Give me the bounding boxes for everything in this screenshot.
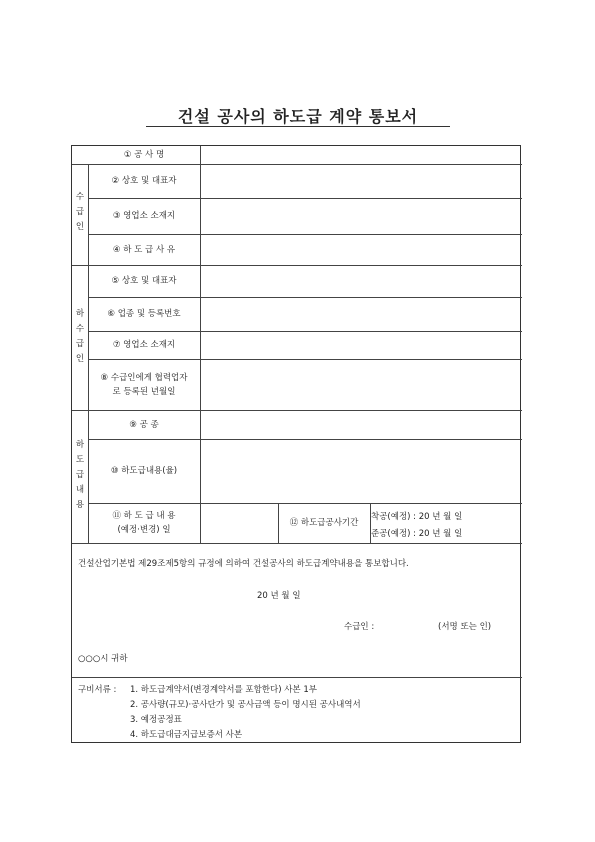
- label-sub-name: ⑤ 상호 및 대표자: [111, 276, 177, 286]
- attachment-item: 4. 하도급대금지급보증서 사본: [130, 730, 243, 740]
- attachment-item: 1. 하도급계약서(변경계약서를 포함한다) 사본 1부: [130, 685, 317, 695]
- label-contract-date: ⑪ 하 도 급 내 용 (예정·변경) 일: [112, 511, 176, 535]
- title-underline: [146, 126, 450, 127]
- end-date-field[interactable]: 준공(예정) : 20 년 월 일: [371, 529, 463, 539]
- attachment-item: 2. 공사량(규모)·공사단가 및 공사금액 등이 명시된 공사내역서: [130, 700, 361, 710]
- form-frame: [71, 145, 521, 743]
- label-subcontract-reason: ④ 하 도 급 사 유: [112, 244, 176, 255]
- signer-label: 수급인 :: [344, 622, 375, 632]
- row-divider: [72, 543, 522, 544]
- label-project-name: ① 공 사 명: [123, 150, 165, 160]
- start-date-field[interactable]: 착공(예정) : 20 년 월 일: [371, 512, 463, 522]
- notice-date: 20 년 월 일: [257, 591, 301, 601]
- signature-hint: (서명 또는 인): [438, 622, 492, 632]
- label-work-type: ⑨ 공 종: [129, 419, 159, 430]
- label-contractor-name: ② 상호 및 대표자: [111, 176, 177, 186]
- label-sub-registered: ⑧ 수급인에게 협력업자 로 등록된 년월일: [100, 372, 188, 397]
- addressee: ○○○시 귀하: [78, 654, 128, 664]
- label-contractor-address: ③ 영업소 소재지: [112, 211, 176, 221]
- attachment-item: 3. 예정공정표: [130, 715, 182, 725]
- label-period: ⑫ 하도급공사기간: [289, 518, 359, 528]
- notice-statement: 건설산업기본법 제29조제5항의 규정에 의하여 건설공사의 하도급계약내용을 통보합니다.: [78, 559, 409, 569]
- document-title: 건설 공사의 하도급 계약 통보서: [177, 107, 419, 126]
- group-content: 하 도 급 내 용: [75, 440, 85, 510]
- col-divider: [200, 146, 201, 543]
- label-sub-address: ⑦ 영업소 소재지: [112, 340, 176, 350]
- label-sub-business: ⑥ 업종 및 등록번호: [107, 309, 181, 319]
- row-divider: [72, 677, 522, 678]
- attachments-label: 구비서류 :: [78, 685, 117, 695]
- group-contractor: 수 급 인: [75, 192, 85, 232]
- label-subcontract-content: ⑩ 하도급내용(율): [110, 466, 178, 476]
- group-subcontractor: 하 수 급 인: [75, 309, 85, 364]
